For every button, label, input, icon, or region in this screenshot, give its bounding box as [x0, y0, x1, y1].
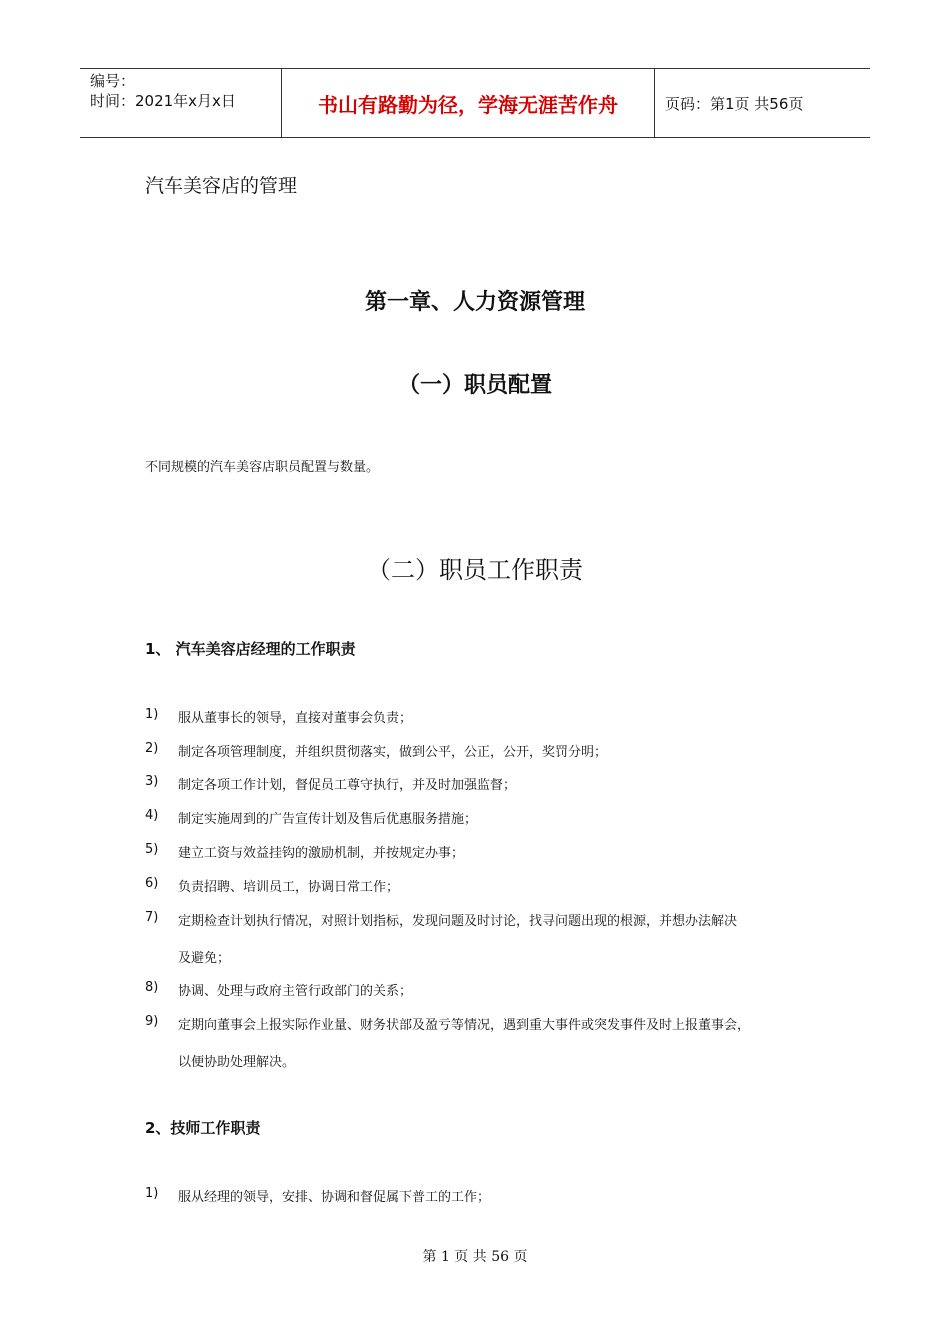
list-item-text: 制定各项管理制度，并组织贯彻落实，做到公平，公正，公开，奖罚分明；	[178, 745, 608, 760]
list-item-text: 制定各项工作计划，督促员工尊守执行，并及时加强监督；	[178, 778, 517, 793]
list-item-text: 服从董事长的领导，直接对董事会负责；	[178, 711, 413, 726]
page-footer: 第 1 页 共 56 页	[422, 1249, 528, 1265]
header-time: 时间：2021年x月x日	[90, 92, 236, 110]
list-item-text: 负责招聘、培训员工，协调日常工作；	[178, 880, 400, 895]
header-number: 编号：	[90, 72, 136, 90]
list-item-number: 7)	[145, 910, 159, 925]
list-item-number: 8)	[145, 980, 159, 995]
section1-text: 不同规模的汽车美容店职员配置与数量。	[145, 460, 380, 475]
header-motto: 书山有路勤为径，学海无涯苦作舟	[282, 69, 655, 137]
list-item-text: 建立工资与效益挂钩的激励机制，并按规定办事；	[178, 846, 465, 861]
list-item-text: 协调、处理与政府主管行政部门的关系；	[178, 984, 413, 999]
page-header	[80, 68, 870, 138]
section2-title: （二）职员工作职责	[367, 556, 583, 584]
list-item-number: 5)	[145, 842, 159, 857]
list-item-number: 6)	[145, 876, 159, 891]
header-page: 页码：第1页 共56页	[665, 94, 804, 113]
list-item-text: 服从经理的领导，安排、协调和督促属下普工的工作；	[178, 1190, 491, 1205]
list-item-continuation: 以便协助处理解决。	[178, 1055, 296, 1070]
document-title: 汽车美容店的管理	[145, 175, 298, 197]
chapter-title: 第一章、人力资源管理	[364, 290, 585, 315]
list-item-text: 定期向董事会上报实际作业量、财务状部及盈亏等情况，遇到重大事件或突发事件及时上报董事会，	[178, 1018, 751, 1033]
list-item-number: 1)	[145, 707, 159, 722]
list-item-continuation: 及避免；	[178, 951, 231, 966]
list-item-text: 制定实施周到的广告宣传计划及售后优惠服务措施；	[178, 812, 478, 827]
subsection-manager-title: 1、 汽车美容店经理的工作职责	[145, 640, 356, 658]
list-item-number: 4)	[145, 808, 159, 823]
list-item-number: 1)	[145, 1186, 159, 1201]
subsection-technician-title: 2、技师工作职责	[145, 1119, 261, 1137]
list-item-text: 定期检查计划执行情况，对照计划指标，发现问题及时讨论，找寻问题出现的根源，并想办法解决	[178, 914, 738, 929]
section1-title: （一）职员配置	[397, 373, 552, 398]
header-meta	[80, 69, 282, 137]
list-item-number: 2)	[145, 741, 159, 756]
list-item-number: 9)	[145, 1014, 159, 1029]
list-item-number: 3)	[145, 774, 159, 789]
